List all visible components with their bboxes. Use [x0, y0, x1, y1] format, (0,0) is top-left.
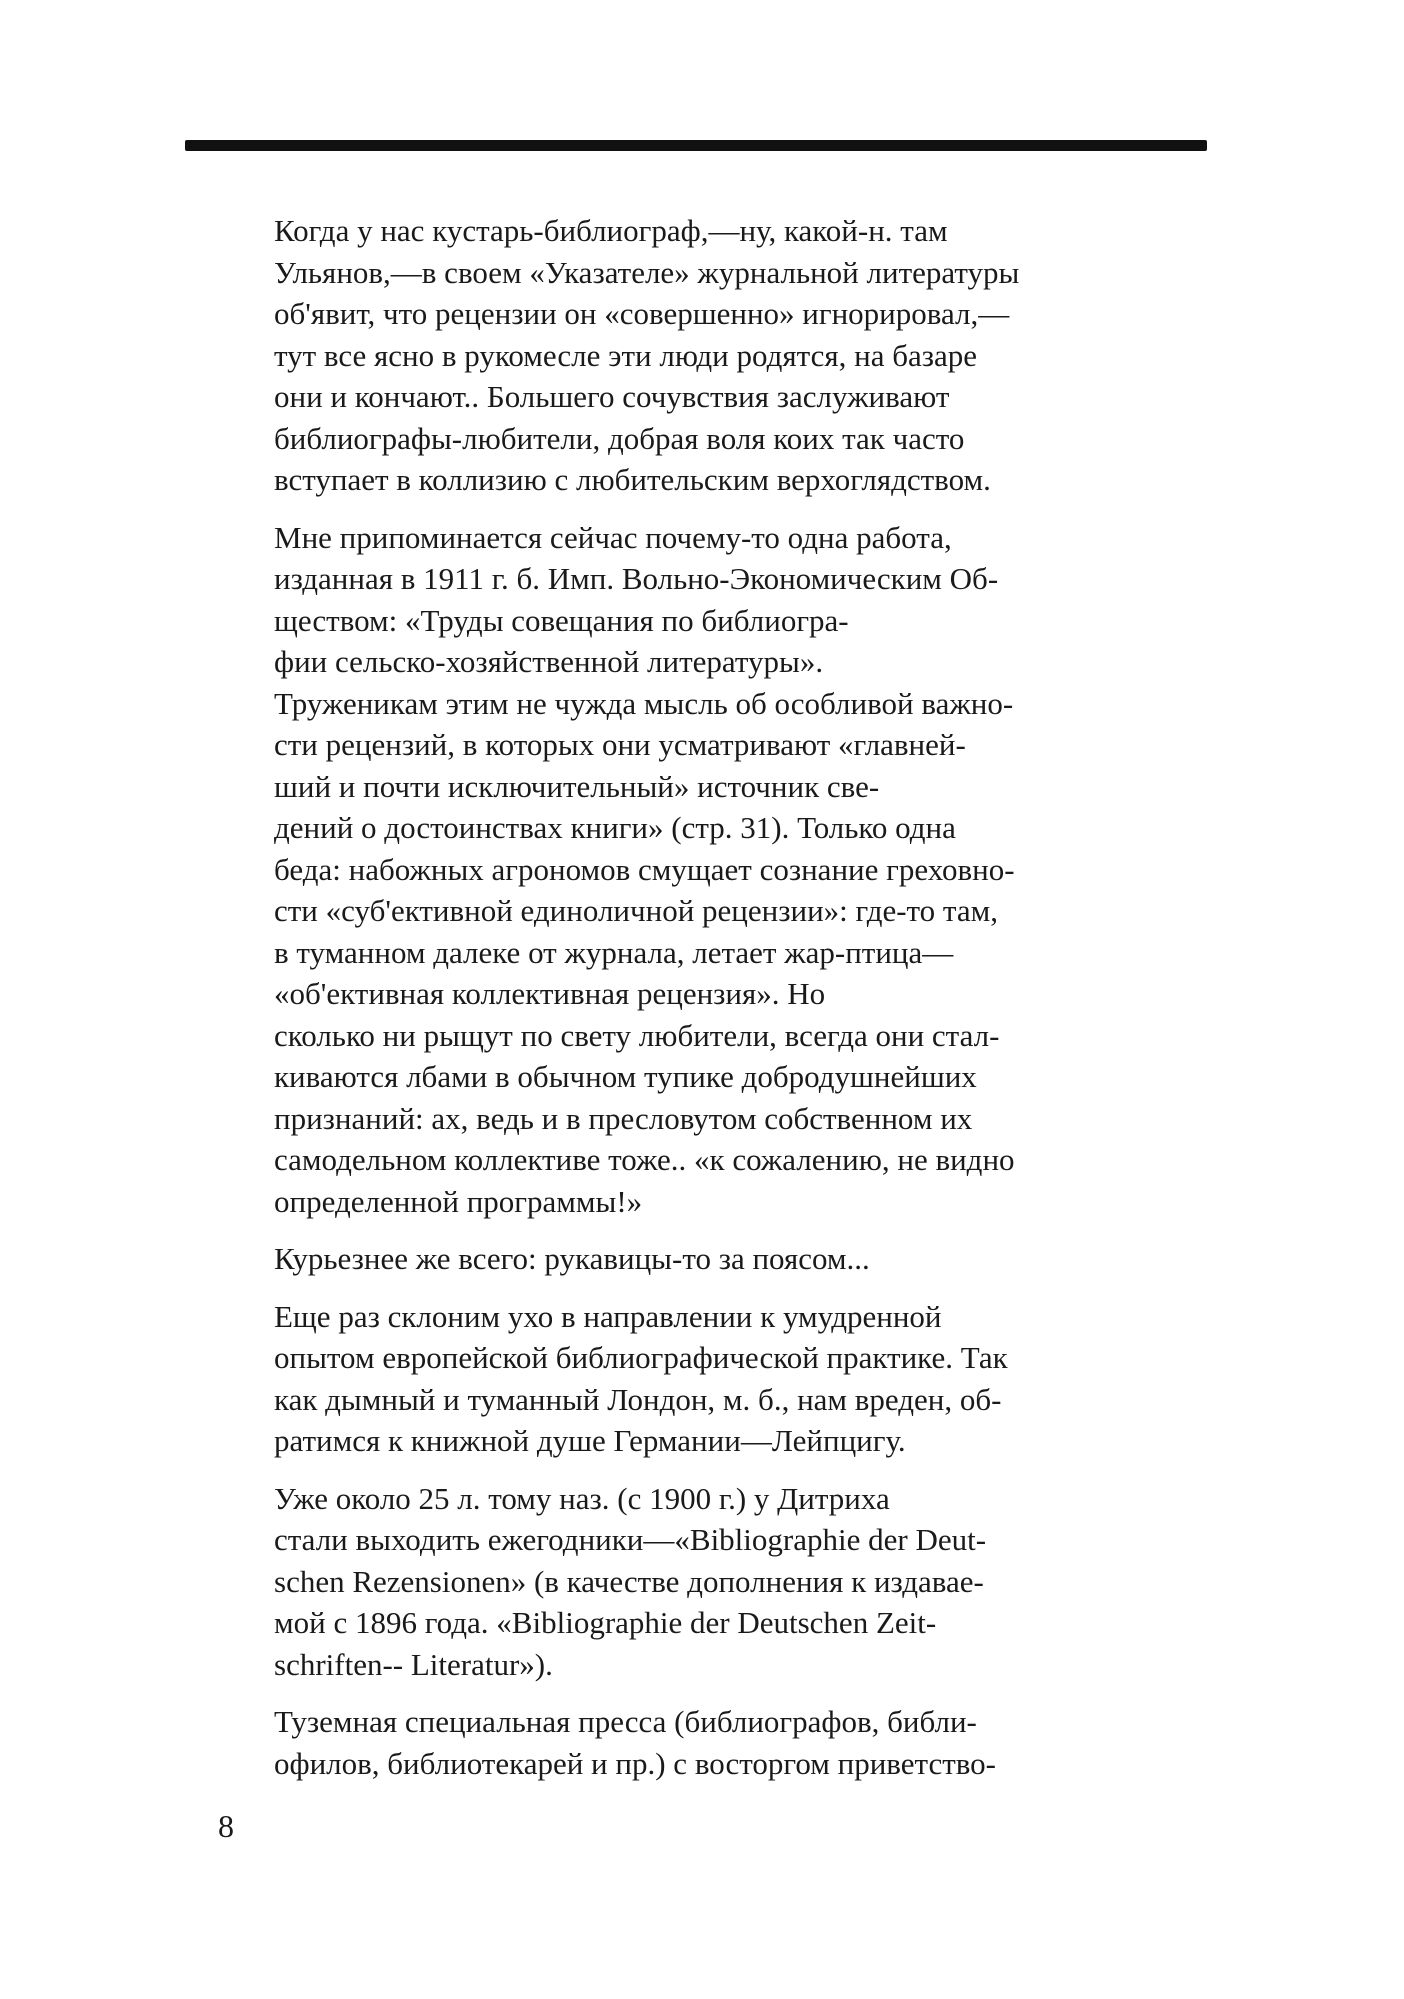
- text-line: офилов, библиотекарей и пр.) с восторгом приветство-: [274, 1745, 997, 1781]
- text-line: дений о достоинствах книги» (стр. 31). Только одна: [274, 810, 956, 845]
- text-line: ратимся к книжной душе Германии—Лейпцигу.: [274, 1423, 906, 1458]
- text-line: сти рецензий, в которых они усматривают «главней-: [274, 727, 966, 762]
- text-line: киваются лбами в обычном тупике добродушнейших: [274, 1059, 977, 1094]
- text-line: Еще раз склоним ухо в направлении к умудренной: [274, 1298, 942, 1334]
- text-line: об'явит, что рецензии он «совершенно» игнорировал,—: [274, 296, 1010, 331]
- text-line: признаний: ах, ведь и в пресловутом собственном их: [274, 1100, 973, 1136]
- text-line: schen Rezensionen» (в качестве дополнения к издавае-: [274, 1563, 984, 1599]
- paragraph: [218, 1296, 1208, 1462]
- text-line: Курьезнее же всего: рукавицы-то за поясом...: [274, 1241, 870, 1276]
- header-rule: [185, 140, 1207, 151]
- text-line: Труженикам этим не чужда мысль об особливой важно-: [274, 685, 1014, 721]
- text-line: сти «суб'ективной единоличной рецензии»: где-то там,: [274, 893, 998, 928]
- body-text: [218, 210, 1208, 1800]
- text-line: Когда у нас кустарь-библиограф,—ну, какой-н. там: [274, 213, 948, 248]
- text-line: опытом европейской библиографической практике. Так: [274, 1340, 1008, 1375]
- paragraph: [218, 1701, 1208, 1784]
- text-line: Уже около 25 л. тому наз. (с 1900 г.) у Дитриха: [274, 1480, 890, 1516]
- paragraph: [218, 517, 1208, 1223]
- text-line: библиографы-любители, добрая воля коих так часто: [274, 420, 965, 456]
- text-line: «об'ективная коллективная рецензия». Но: [274, 976, 826, 1011]
- text-line: они и кончают.. Большего сочувствия заслуживают: [274, 379, 950, 414]
- text-line: изданная в 1911 г. б. Имп. Вольно-Экономическим Об-: [274, 561, 999, 596]
- text-line: ший и почти исключительный» источник све-: [274, 768, 880, 804]
- text-line: schriften-- Literatur»).: [274, 1646, 553, 1682]
- text-line: самодельном коллективе тоже.. «к сожалению, не видно: [274, 1142, 1015, 1177]
- paragraph: [218, 210, 1208, 501]
- text-line: фии сельско-хозяйственной литературы».: [274, 644, 824, 679]
- text-line: ществом: «Труды совещания по библиогра-: [274, 602, 849, 638]
- text-line: Туземная специальная пресса (библиографов, библи-: [274, 1704, 977, 1739]
- text-line: Ульянов,—в своем «Указателе» журнальной литературы: [274, 254, 1020, 290]
- paragraph: [218, 1478, 1208, 1686]
- text-line: как дымный и туманный Лондон, м. б., нам вреден, об-: [274, 1381, 1002, 1417]
- text-line: стали выходить ежегодники—«Bibliographie der Deut-: [274, 1522, 987, 1557]
- page-number: 8: [218, 1808, 234, 1844]
- paragraph: [218, 1238, 1208, 1280]
- text-line: беда: набожных агрономов смущает сознание греховно-: [274, 851, 1015, 887]
- text-line: тут все ясно в рукомесле эти люди родятся, на базаре: [274, 337, 977, 373]
- text-line: Мне припоминается сейчас почему-то одна работа,: [274, 519, 952, 555]
- text-line: мой с 1896 года. «Bibliographie der Deutschen Zeit-: [274, 1605, 937, 1640]
- text-line: сколько ни рыщут по свету любители, всегда они стал-: [274, 1017, 1000, 1053]
- text-line: в туманном далеке от журнала, летает жар-птица—: [274, 934, 954, 970]
- text-line: определенной программы!»: [274, 1183, 643, 1219]
- text-line: вступает в коллизию с любительским верхоглядством.: [274, 462, 991, 497]
